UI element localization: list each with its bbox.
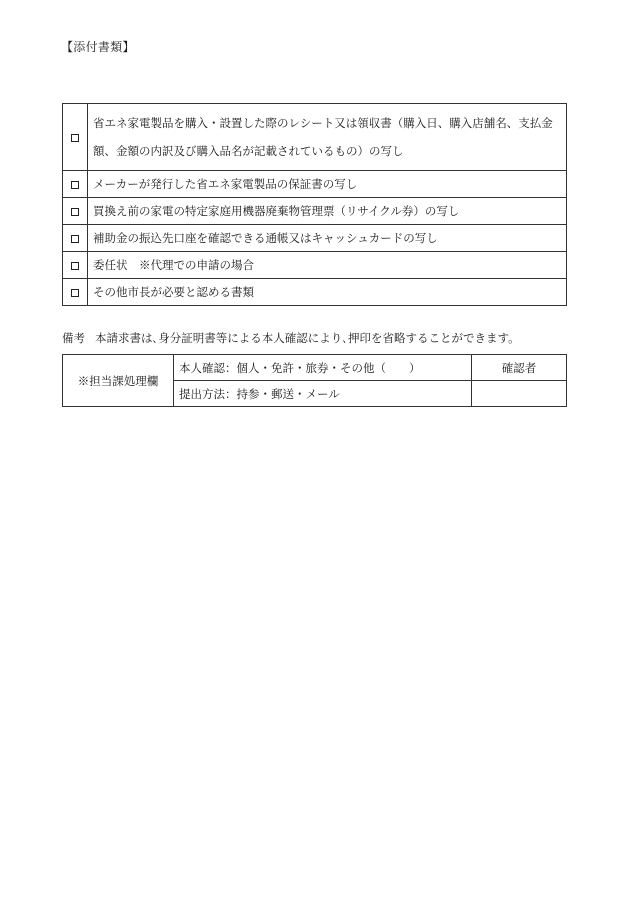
office-row — [63, 355, 567, 381]
checkbox-recycling-ticket[interactable] — [71, 208, 79, 216]
checkbox-cell — [63, 171, 88, 198]
remarks-label: 備考 — [62, 331, 85, 345]
checkbox-receipt[interactable] — [71, 134, 79, 142]
checkbox-cell — [63, 104, 88, 171]
confirmer-label: 確認者 — [472, 355, 567, 381]
remarks-text: 本請求書は､身分証明書等による本人確認により､押印を省略することができます。 — [95, 331, 520, 345]
identity-check-field: 本人確認：個人・免許・旅券・その他（ ） — [174, 355, 472, 381]
attachment-row — [63, 279, 567, 306]
office-processing-table — [62, 354, 567, 407]
attachment-label-warranty: メーカーが発行した省エネ家電製品の保証書の写し — [88, 171, 567, 198]
attachment-label-recycling-ticket: 買換え前の家電の特定家庭用機器廃棄物管理票（リサイクル券）の写し — [88, 198, 567, 225]
attachments-table — [62, 103, 567, 306]
attachments-heading: 【添付書類】 — [61, 40, 135, 54]
checkbox-other-documents[interactable] — [71, 289, 79, 297]
attachment-label-receipt: 省エネ家電製品を購入・設置した際のレシート又は領収書（購入日、購入店舗名、支払金額、金額の内訳及び購入品名が記載されているもの）の写し — [88, 104, 567, 171]
checkbox-power-of-attorney[interactable] — [71, 262, 79, 270]
submission-method-field: 提出方法：持参・郵送・メール — [174, 381, 472, 407]
checkbox-cell — [63, 225, 88, 252]
checkbox-cell — [63, 198, 88, 225]
checkbox-cell — [63, 279, 88, 306]
confirmer-signature-cell[interactable] — [472, 381, 567, 407]
attachment-row — [63, 198, 567, 225]
attachment-label-other-documents: その他市長が必要と認める書類 — [88, 279, 567, 306]
attachment-row — [63, 225, 567, 252]
attachment-label-bank-account: 補助金の振込先口座を確認できる通帳又はキャッシュカードの写し — [88, 225, 567, 252]
remarks — [62, 330, 520, 346]
checkbox-cell — [63, 252, 88, 279]
checkbox-warranty[interactable] — [71, 181, 79, 189]
checkbox-bank-account[interactable] — [71, 235, 79, 243]
office-processing-label: ※担当課処理欄 — [63, 355, 174, 407]
attachment-label-power-of-attorney: 委任状 ※代理での申請の場合 — [88, 252, 567, 279]
attachment-row — [63, 252, 567, 279]
attachment-row — [63, 171, 567, 198]
attachment-row — [63, 104, 567, 171]
